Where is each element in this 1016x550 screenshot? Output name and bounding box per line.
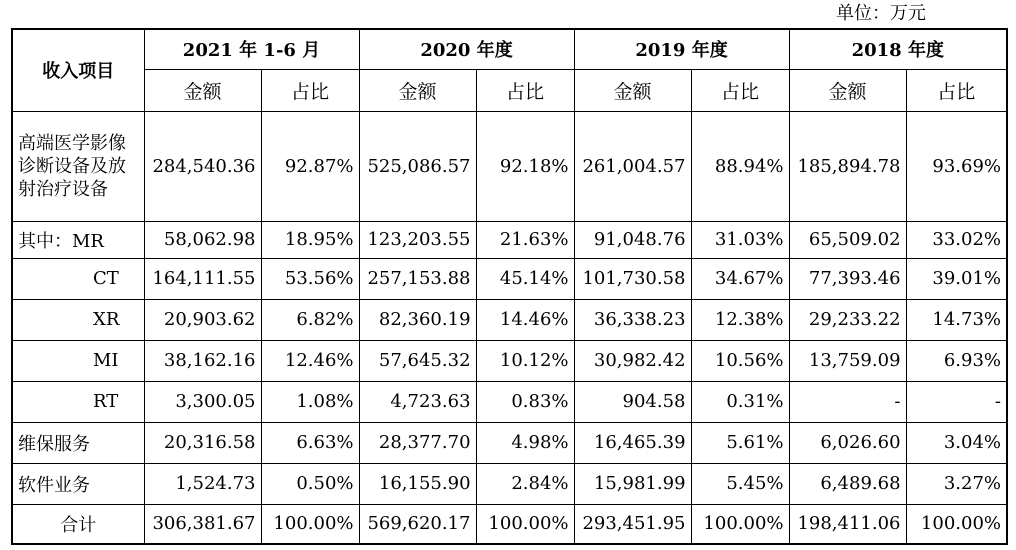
cell-amount: 30,982.42 — [574, 340, 691, 381]
row-item-label: 高端医学影像诊断设备及放射治疗设备 — [12, 111, 144, 221]
header-amount: 金额 — [789, 69, 906, 111]
cell-amount: 91,048.76 — [574, 221, 691, 258]
cell-share: 100.00% — [476, 504, 574, 544]
cell-amount: 569,620.17 — [359, 504, 476, 544]
cell-amount: 16,155.90 — [359, 463, 476, 504]
row-item-label: XR — [12, 299, 144, 340]
cell-share: 12.38% — [691, 299, 789, 340]
cell-amount: 36,338.23 — [574, 299, 691, 340]
header-period: 2021 年 1-6 月 — [144, 29, 359, 69]
cell-share: 2.84% — [476, 463, 574, 504]
cell-amount: 38,162.16 — [144, 340, 261, 381]
cell-amount: 4,723.63 — [359, 381, 476, 422]
header-share: 占比 — [691, 69, 789, 111]
cell-share: 4.98% — [476, 422, 574, 463]
cell-amount: 525,086.57 — [359, 111, 476, 221]
cell-share: 33.02% — [906, 221, 1007, 258]
header-share: 占比 — [476, 69, 574, 111]
cell-share: 31.03% — [691, 221, 789, 258]
cell-amount: 198,411.06 — [789, 504, 906, 544]
cell-share: 92.87% — [261, 111, 359, 221]
cell-share: 10.12% — [476, 340, 574, 381]
header-amount: 金额 — [359, 69, 476, 111]
cell-amount: 101,730.58 — [574, 258, 691, 299]
cell-share: 1.08% — [261, 381, 359, 422]
cell-share: 14.46% — [476, 299, 574, 340]
cell-share: 39.01% — [906, 258, 1007, 299]
cell-share: 45.14% — [476, 258, 574, 299]
table-row — [12, 381, 1007, 422]
cell-amount: 13,759.09 — [789, 340, 906, 381]
cell-amount: 16,465.39 — [574, 422, 691, 463]
cell-amount: 164,111.55 — [144, 258, 261, 299]
cell-share: - — [906, 381, 1007, 422]
header-amount: 金额 — [574, 69, 691, 111]
cell-share: 5.45% — [691, 463, 789, 504]
cell-amount: 185,894.78 — [789, 111, 906, 221]
cell-amount: 904.58 — [574, 381, 691, 422]
table-row — [12, 258, 1007, 299]
row-item-label: RT — [12, 381, 144, 422]
cell-amount: 293,451.95 — [574, 504, 691, 544]
cell-share: 100.00% — [261, 504, 359, 544]
row-item-label: 维保服务 — [12, 422, 144, 463]
cell-amount: 306,381.67 — [144, 504, 261, 544]
cell-amount: 77,393.46 — [789, 258, 906, 299]
header-period: 2019 年度 — [574, 29, 789, 69]
cell-amount: - — [789, 381, 906, 422]
cell-share: 6.63% — [261, 422, 359, 463]
cell-amount: 58,062.98 — [144, 221, 261, 258]
table-row — [12, 221, 1007, 258]
revenue-table — [11, 28, 1008, 545]
row-item-label: 软件业务 — [12, 463, 144, 504]
cell-share: 34.67% — [691, 258, 789, 299]
cell-share: 14.73% — [906, 299, 1007, 340]
row-item-label: 合计 — [12, 504, 144, 544]
header-period: 2018 年度 — [789, 29, 1007, 69]
row-item-label: CT — [12, 258, 144, 299]
cell-amount: 261,004.57 — [574, 111, 691, 221]
cell-share: 0.50% — [261, 463, 359, 504]
cell-amount: 29,233.22 — [789, 299, 906, 340]
header-amount: 金额 — [144, 69, 261, 111]
total-row — [12, 504, 1007, 544]
cell-share: 12.46% — [261, 340, 359, 381]
cell-amount: 82,360.19 — [359, 299, 476, 340]
cell-amount: 20,316.58 — [144, 422, 261, 463]
cell-amount: 1,524.73 — [144, 463, 261, 504]
cell-share: 92.18% — [476, 111, 574, 221]
cell-share: 10.56% — [691, 340, 789, 381]
cell-amount: 20,903.62 — [144, 299, 261, 340]
cell-share: 3.27% — [906, 463, 1007, 504]
row-item-label: 其中：MR — [12, 221, 144, 258]
header-item-col: 收入项目 — [12, 29, 144, 111]
cell-share: 100.00% — [906, 504, 1007, 544]
unit-label: 单位：万元 — [836, 3, 926, 24]
cell-amount: 257,153.88 — [359, 258, 476, 299]
table-row — [12, 340, 1007, 381]
cell-share: 100.00% — [691, 504, 789, 544]
cell-share: 53.56% — [261, 258, 359, 299]
cell-amount: 284,540.36 — [144, 111, 261, 221]
cell-share: 6.93% — [906, 340, 1007, 381]
table-row — [12, 111, 1007, 221]
cell-share: 5.61% — [691, 422, 789, 463]
cell-share: 18.95% — [261, 221, 359, 258]
cell-amount: 3,300.05 — [144, 381, 261, 422]
cell-share: 93.69% — [906, 111, 1007, 221]
cell-share: 6.82% — [261, 299, 359, 340]
table-row — [12, 299, 1007, 340]
cell-share: 3.04% — [906, 422, 1007, 463]
table-row — [12, 463, 1007, 504]
cell-amount: 6,026.60 — [789, 422, 906, 463]
cell-amount: 15,981.99 — [574, 463, 691, 504]
cell-share: 88.94% — [691, 111, 789, 221]
cell-share: 0.31% — [691, 381, 789, 422]
row-item-label: MI — [12, 340, 144, 381]
cell-share: 21.63% — [476, 221, 574, 258]
cell-share: 0.83% — [476, 381, 574, 422]
header-period: 2020 年度 — [359, 29, 574, 69]
cell-amount: 123,203.55 — [359, 221, 476, 258]
cell-amount: 28,377.70 — [359, 422, 476, 463]
header-share: 占比 — [906, 69, 1007, 111]
table-row — [12, 422, 1007, 463]
cell-amount: 6,489.68 — [789, 463, 906, 504]
header-row-periods — [12, 29, 1007, 69]
header-share: 占比 — [261, 69, 359, 111]
header-row-metrics — [12, 69, 1007, 111]
cell-amount: 57,645.32 — [359, 340, 476, 381]
cell-amount: 65,509.02 — [789, 221, 906, 258]
